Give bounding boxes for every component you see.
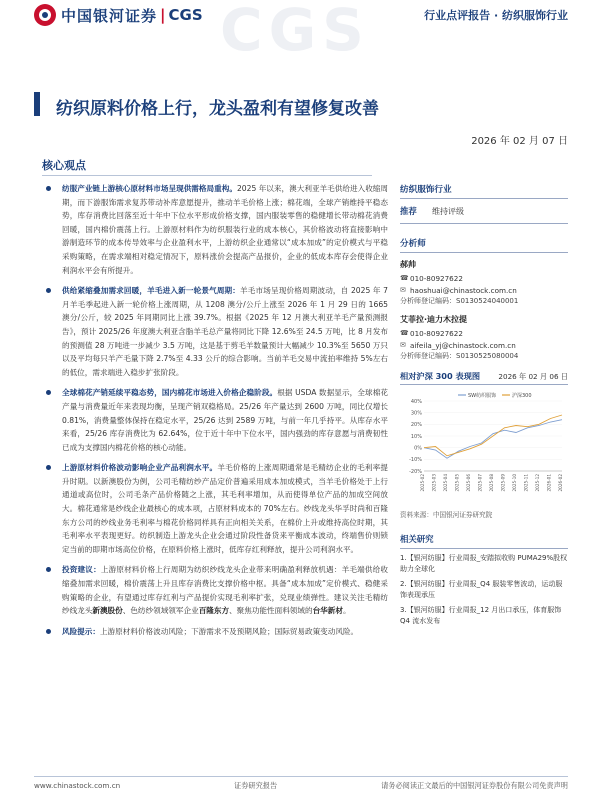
paragraph-text: 上游原材料价格波动风险；下游需求不及预期风险；国际贸易政策变动风险。 (99, 626, 359, 636)
paragraph-text: 上游原材料价格上行周期为纺织纱线龙头企业带来明确盈利释放机遇：羊毛端供给收缩叠加需求回暖，棉价震荡上升且库存消费比支撑价格中枢。具备“成本加成”定价模式、稳健采购策略的企业，有望通过库存红利与产品提价实现毛利率扩张，兑现业绩弹性。建议关注毛精纺纱线龙头 (62, 565, 389, 616)
legend-label: 沪深300 (512, 392, 532, 399)
x-tick-label: 2025-03 (431, 474, 437, 492)
bullet-icon (46, 288, 51, 293)
y-tick-label: 30% (410, 410, 422, 417)
analyst-phone-row (400, 272, 568, 284)
related-research-item[interactable]: 2.【银河纺服】行业周报_Q4 服装零售波动，运动服饰表现承压 (400, 580, 563, 599)
x-tick-label: 2026-01 (546, 474, 552, 492)
paragraph-text: 2025 年以来，澳大利亚羊毛供给进入收缩周期，而下游服饰需求复苏带动补库意愿提升，推动羊毛价格上涨；棉花端，全球产销维持平稳态势，库存消费比回落至近十年中下位水平形成价格支撑，国内服装零售的稳健增长带动棉花消费回暖，国内棉价震荡上行。上游原材料作为纺织服装行业的成本核心，其价格波动将直接影响中游制造环节的成本传导效率与企业盈利水平，上游纺织企业通常以“成本加成”的定价模式与平稳采购策略，在需求端相对稳定情况下，原料涨价会提高产品报价，企业的低成本库存会使得企业利润水平会有所提升。 (62, 184, 388, 275)
paragraph-lead: 上游原材料价格波动影响企业产品利润水平。 (62, 463, 218, 473)
x-tick-label: 2025-12 (535, 474, 540, 492)
paragraph-text: 、色纺纱领域领军企业 (122, 606, 199, 616)
y-tick-label: -20% (409, 468, 422, 475)
title-accent-bar (34, 92, 40, 116)
core-views-heading: 核心观点 (42, 159, 86, 172)
paragraph-lead: 供给紧缩叠加需求回暖，羊毛进入新一轮景气周期： (62, 286, 241, 296)
company-logo (34, 4, 203, 26)
highlight-company: 新澳股份 (92, 606, 123, 616)
core-views-body (62, 182, 388, 645)
rating-label: 推荐 (400, 206, 417, 216)
chart-header (400, 371, 568, 385)
performance-chart (400, 387, 568, 505)
series-line (424, 420, 562, 459)
core-paragraph (62, 386, 388, 454)
analyst-phone: 010-80927622 (410, 328, 463, 338)
brand-separator: | (160, 6, 166, 24)
email-icon: ✉ (400, 286, 406, 294)
paragraph-text: 、聚焦功能性面料领域的 (229, 606, 313, 616)
phone-icon: ☎ (400, 274, 409, 282)
analyst-email-row (400, 339, 568, 351)
core-divider (42, 175, 372, 176)
x-tick-label: 2025-06 (466, 474, 471, 492)
core-paragraph (62, 284, 388, 379)
analyst-heading: 分析师 (400, 234, 568, 253)
paragraph-text: 。 (342, 606, 351, 616)
bullet-icon (46, 629, 51, 634)
paragraph-text: 羊毛价格的上涨周期通常是毛精纺企业的毛利率提升时期。以新澳股份为例，公司毛精纺纱产品定价普遍采用成本加成模式，当羊毛价格处于上行通道或高位时，公司毛条产品价格随之上涨，其毛利率增加，从而使得单位产品的加成空间放大。棉花通常是纱线企业最核心的成本项，占原材料成本的 70%左右。纱线龙头华孚时尚和百隆东方公司的纱线业务毛利率与棉花价格同样具有正向相关关系，在棉价上升或维持高位时期，其毛利率水平表现更好。纺织制造上游龙头企业会通过阶段性备货来平衡成本波动，终端售价则锁定当前的即期市场高位价格，在原料价格上涨时，低库存红利释放，提升公司利润水平。 (62, 463, 389, 554)
report-title: 纺织原料价格上行，龙头盈利有望修复改善 (56, 99, 379, 119)
bullet-icon (46, 390, 51, 395)
paragraph-lead: 纺服产业链上游核心原材料市场呈现供需格局重构。 (62, 184, 237, 193)
brand-name-cn: 中国银河证券 (61, 6, 158, 25)
bullet-icon (46, 186, 51, 191)
bullet-icon (46, 465, 51, 470)
sidebar (400, 180, 568, 627)
x-tick-label: 2026-02 (558, 474, 563, 492)
report-type: 行业点评报告 · 纺织服饰行业 (424, 9, 568, 22)
x-tick-label: 2025-04 (443, 474, 448, 492)
analyst-registration: 分析师登记编码：S0130525080004 (400, 352, 519, 360)
highlight-company: 台华新材 (312, 606, 343, 616)
footer-center: 证券研究报告 (234, 781, 278, 790)
page-header (0, 0, 600, 64)
related-research-item[interactable]: 1.【银河纺服】行业周报_安踏拟收购 PUMA29%股权助力全球化 (400, 554, 568, 573)
report-date: 2026 年 02 月 07 日 (471, 136, 568, 147)
y-tick-label: 0% (414, 445, 422, 452)
x-tick-label: 2025-05 (454, 474, 460, 492)
bullet-icon (46, 567, 51, 572)
y-tick-label: 10% (410, 433, 422, 440)
x-tick-label: 2025-07 (477, 474, 483, 492)
paragraph-lead: 风险提示： (62, 626, 100, 636)
analyst-name: 艾菲拉·迪力木拉提 (400, 315, 468, 324)
analyst-card (400, 314, 568, 363)
legend-label: SW纺织服饰 (468, 392, 497, 399)
core-paragraph (62, 182, 388, 277)
analyst-email[interactable]: haoshuai@chinastock.com.cn (410, 285, 517, 295)
paragraph-lead: 全球棉花产销延续平稳态势，国内棉花市场进入价格企稳阶段。 (62, 388, 278, 398)
series-line (424, 415, 562, 456)
email-icon: ✉ (400, 341, 406, 349)
paragraph-lead: 投资建议： (62, 565, 101, 575)
analyst-card (400, 259, 568, 308)
core-paragraph (62, 625, 388, 639)
brand-name-en: CGS (168, 6, 203, 24)
analyst-phone: 010-80927622 (410, 273, 463, 283)
x-tick-label: 2025-09 (500, 474, 506, 492)
related-research-heading: 相关研究 (400, 533, 568, 549)
watermark (210, 0, 370, 70)
page-footer (34, 776, 568, 791)
x-tick-label: 2025-08 (489, 474, 494, 492)
phone-icon: ☎ (400, 329, 409, 337)
rating-value: 维持评级 (432, 206, 464, 216)
y-tick-label: 20% (410, 422, 422, 429)
paragraph-text: 根据 USDA 数据显示，全球棉花产量与消费量近年来表现均衡，呈现产销双稳格局。25/26 年产量达到 2600 万吨，同比仅增长 0.81%，消费量整体保持在稳定水平，25/26 达到 2589 万吨，与前一年几乎持平。从库存水平来看，25/26 库存消费比为 62.64%，位于近十年中下位水平，国内强劲的库存意愿与消费韧性已成为支撑国内棉花价格的核心动能。 (62, 388, 388, 452)
analyst-phone-row (400, 327, 568, 339)
chart-source: 资料来源：中国银河证券研究院 (400, 511, 493, 519)
chart-date: 2026 年 02 月 06 日 (498, 372, 568, 381)
analyst-section (400, 234, 568, 363)
footer-disclaimer: 请务必阅读正文最后的中国银河证券股份有限公司免责声明 (381, 781, 568, 790)
logo-icon (34, 4, 56, 26)
paragraph-text: 羊毛市场呈现价格周期波动，自 2025 年 7 月羊毛季起进入新一轮价格上涨周期，从 1208 澳分/公斤上涨至 2026 年 1 月 29 日的 1665 澳分/公斤，较 2025 年同期同比上涨 39.7%。根据《2025 年 12 月澳大利亚羊毛产量预测报告》，预计 2025/26 年度澳大利亚含脂羊毛总产量将同比下降 12.6%至 24.5 万吨，比 8 月发布的预测值 28 万吨进一步减少 3.5 万吨，这是基于剪毛羊数量预计大幅减少 10.3%至 5650 万只以及平均每只羊产毛量下降 2.7%至 4.33 公斤的综合影响。当前羊毛交易中流拍率维持 5%左右的低位，需求端进入稳步扩张阶段。 (62, 286, 388, 377)
y-tick-label: -10% (409, 457, 422, 464)
footer-website[interactable]: www.chinastock.com.cn (34, 781, 121, 790)
x-tick-label: 2025-02 (420, 474, 425, 492)
rating-row (400, 199, 568, 224)
watermark-text: CGS (220, 0, 370, 64)
analyst-registration: 分析师登记编码：S0130524040001 (400, 297, 519, 305)
related-research-item[interactable]: 3.【银河纺服】行业周报_12 月出口承压，体育服饰 Q4 流水发布 (400, 606, 562, 625)
x-tick-label: 2025-10 (512, 474, 517, 492)
analyst-email[interactable]: aifeila_yj@chinastock.com.cn (410, 340, 516, 350)
chart-title: 相对沪深 300 表现图 (400, 371, 481, 381)
analyst-email-row (400, 284, 568, 296)
core-paragraph (62, 563, 388, 617)
highlight-company: 百隆东方 (198, 606, 230, 616)
core-paragraph (62, 461, 388, 556)
analyst-name: 郝帅 (400, 260, 416, 269)
industry-label: 纺织服饰行业 (400, 180, 568, 199)
x-tick-label: 2025-11 (523, 474, 529, 492)
y-tick-label: 40% (410, 398, 422, 405)
